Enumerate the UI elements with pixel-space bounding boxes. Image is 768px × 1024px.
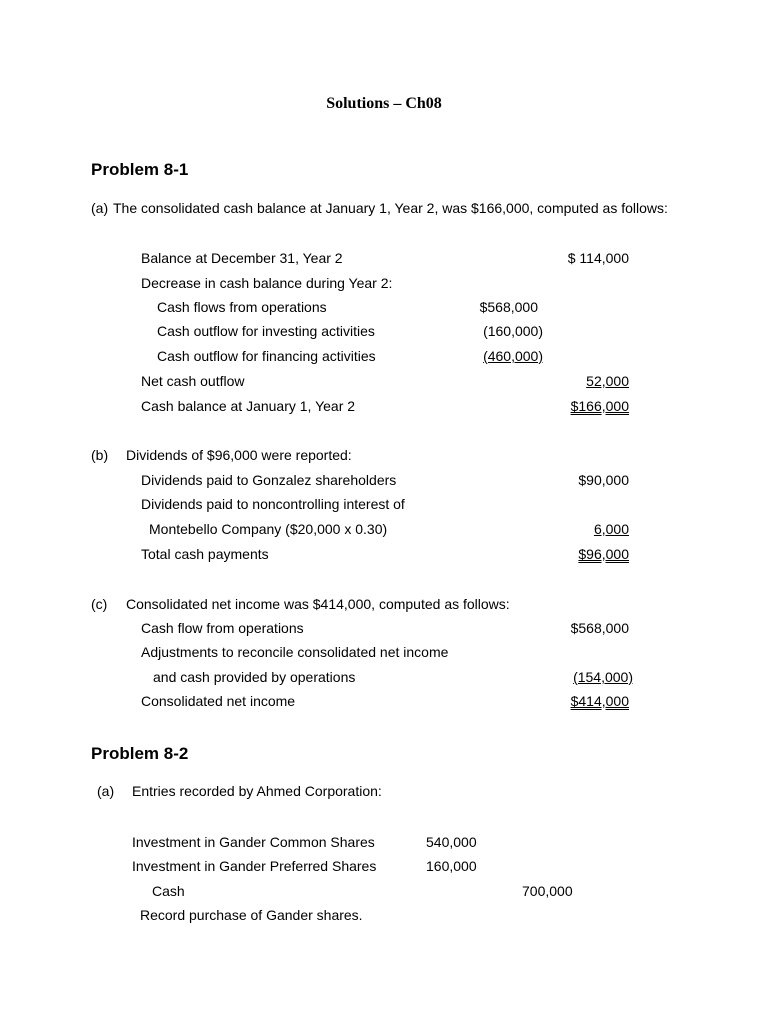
row-label: Cash outflow for financing activities: [157, 348, 376, 364]
part-c-intro: Consolidated net income was $414,000, computed as follows:: [126, 596, 510, 612]
part-a-intro: Entries recorded by Ahmed Corporation:: [132, 783, 382, 799]
row-label: Dividends paid to Gonzalez shareholders: [141, 472, 397, 488]
row-label: Cash outflow for investing activities: [157, 323, 375, 339]
part-b-intro: Dividends of $96,000 were reported:: [126, 447, 352, 463]
problem-8-1-heading: Problem 8-1: [91, 160, 189, 179]
journal-debit: 540,000: [426, 834, 477, 850]
journal-memo: Record purchase of Gander shares.: [140, 907, 363, 923]
row-subtotal: (460,000): [483, 348, 543, 364]
row-amount: (154,000): [573, 669, 633, 685]
row-amount: $ 114,000: [567, 250, 629, 266]
row-label: Cash balance at January 1, Year 2: [141, 398, 356, 414]
row-label: Dividends paid to noncontrolling interest of: [141, 496, 405, 512]
row-subtotal: (160,000): [483, 323, 543, 339]
part-a-label: (a): [97, 783, 115, 799]
row-label: Total cash payments: [141, 546, 269, 562]
part-a-label: (a): [91, 200, 109, 216]
row-amount: 6,000: [593, 521, 629, 537]
part-a-intro: The consolidated cash balance at January 1, Year 2, was $166,000, computed as follows:: [113, 200, 668, 216]
problem-8-2-heading: Problem 8-2: [91, 744, 189, 763]
row-label: Montebello Company ($20,000 x 0.30): [149, 521, 388, 537]
row-label: Consolidated net income: [141, 693, 296, 709]
row-total: $166,000: [570, 398, 629, 414]
row-subtotal: $568,000: [479, 299, 538, 315]
row-label: and cash provided by operations: [153, 669, 356, 685]
journal-debit: 160,000: [426, 858, 477, 874]
journal-account: Investment in Gander Common Shares: [132, 834, 375, 850]
part-b-label: (b): [91, 447, 109, 463]
row-label: Cash flows from operations: [157, 299, 327, 315]
row-total: $414,000: [570, 693, 629, 709]
row-label: Net cash outflow: [141, 373, 245, 389]
row-label: Adjustments to reconcile consolidated net income: [141, 644, 449, 660]
journal-credit: 700,000: [522, 883, 573, 899]
journal-account: Cash: [152, 883, 185, 899]
row-label: Decrease in cash balance during Year 2:: [141, 275, 393, 291]
row-total: $96,000: [578, 546, 629, 562]
journal-account: Investment in Gander Preferred Shares: [132, 858, 377, 874]
row-label: Balance at December 31, Year 2: [141, 250, 343, 266]
row-amount: $90,000: [578, 472, 629, 488]
page-title: Solutions – Ch08: [326, 95, 442, 112]
row-label: Cash flow from operations: [141, 620, 304, 636]
row-amount: $568,000: [570, 620, 629, 636]
row-amount: 52,000: [586, 373, 629, 389]
part-c-label: (c): [91, 596, 108, 612]
